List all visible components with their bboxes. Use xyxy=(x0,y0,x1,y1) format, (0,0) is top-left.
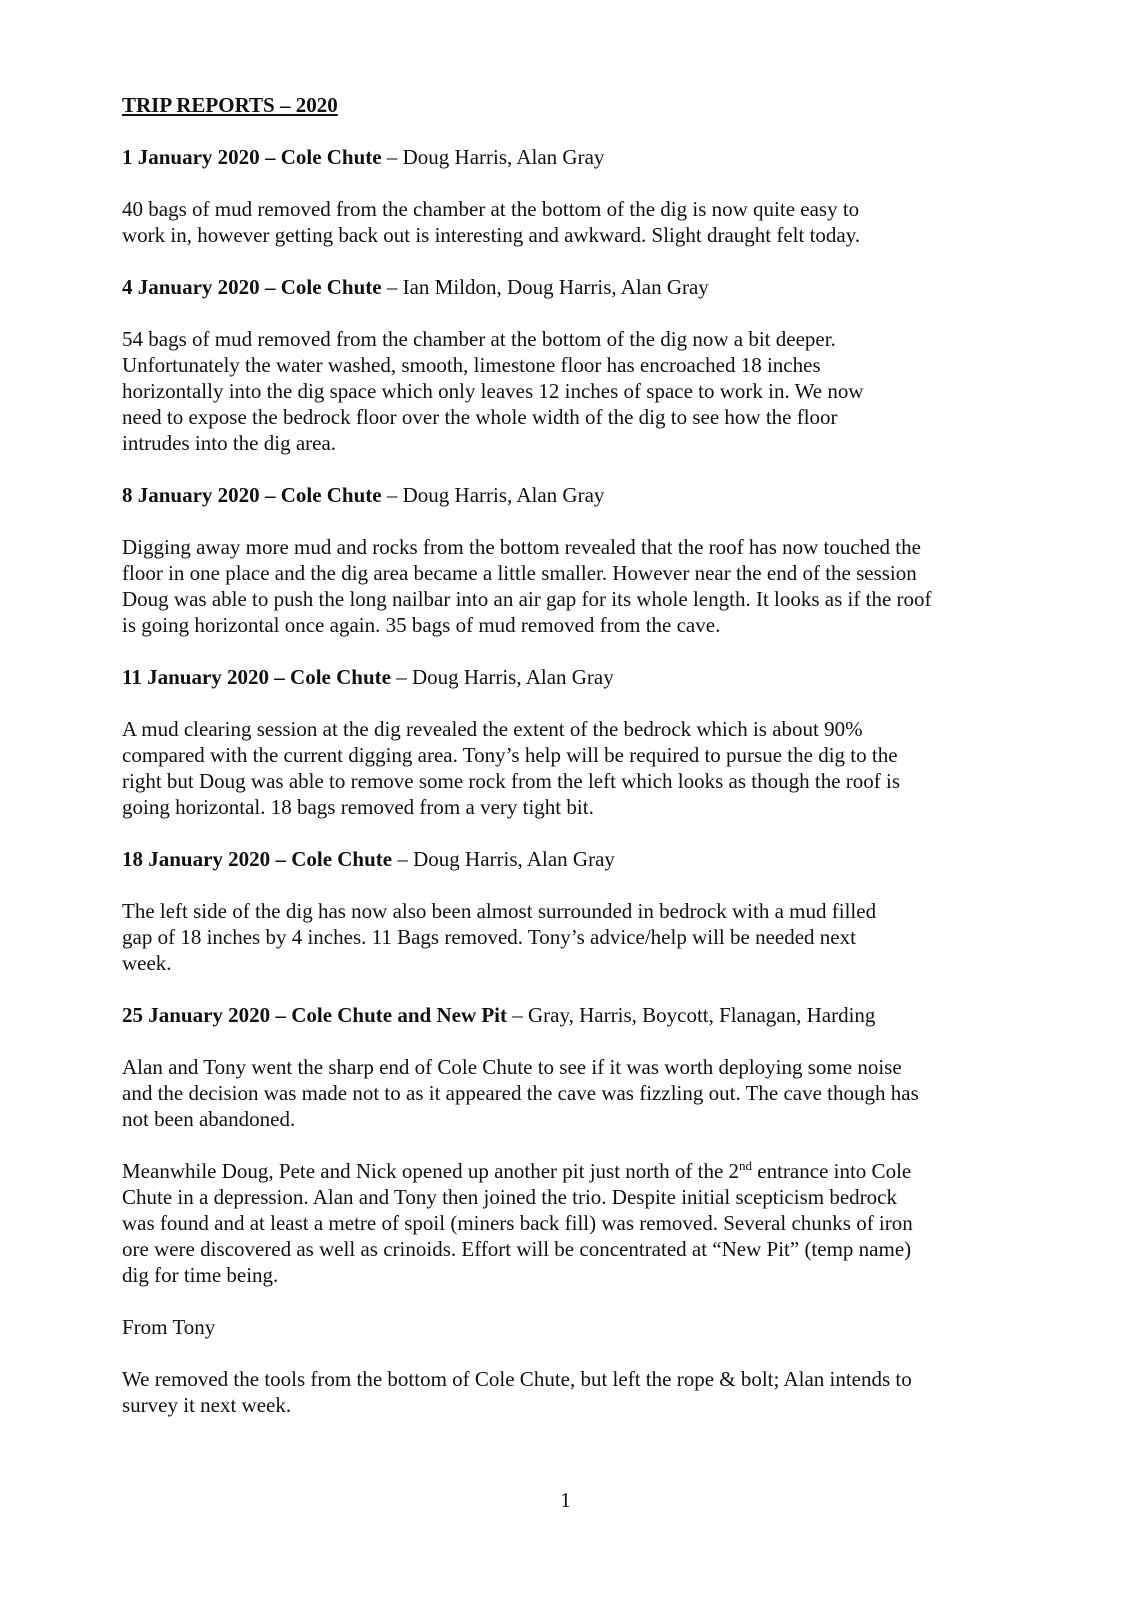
entry-date: 18 January 2020 xyxy=(122,847,271,871)
entry-participants: Doug Harris, Alan Gray xyxy=(413,847,615,871)
entry-location: Cole Chute xyxy=(291,847,393,871)
text-line: going horizontal. 18 bags removed from a very tight bit. xyxy=(122,795,594,819)
text-line: We removed the tools from the bottom of Cole Chute, but left the rope & bolt; Alan intends to xyxy=(122,1367,912,1391)
trip-entry xyxy=(122,664,1022,820)
entry-paragraph xyxy=(122,196,1022,248)
text-line: right but Doug was able to remove some rock from the left which looks as though the roof is xyxy=(122,769,901,793)
text-line: is going horizontal once again. 35 bags of mud removed from the cave. xyxy=(122,613,721,637)
entry-participants: Ian Mildon, Doug Harris, Alan Gray xyxy=(402,275,709,299)
entry-location: Cole Chute xyxy=(280,275,382,299)
entry-heading: 11 January 2020 – Cole Chute – Doug Harris, Alan Gray xyxy=(122,665,614,689)
text-line: The left side of the dig has now also been almost surrounded in bedrock with a mud filled xyxy=(122,899,877,923)
entry-location: Cole Chute and New Pit xyxy=(291,1003,508,1027)
entry-participants: Doug Harris, Alan Gray xyxy=(411,665,614,689)
entry-participants: Gray, Harris, Boycott, Flanagan, Harding xyxy=(528,1003,876,1027)
entry-heading: 4 January 2020 – Cole Chute – Ian Mildon, Doug Harris, Alan Gray xyxy=(122,275,709,299)
entry-location: Cole Chute xyxy=(280,145,382,169)
text-line: A mud clearing session at the dig revealed the extent of the bedrock which is about 90% xyxy=(122,717,863,741)
text-line: horizontally into the dig space which only leaves 12 inches of space to work in. We now xyxy=(122,379,864,403)
entry-paragraph xyxy=(122,716,1022,820)
text-line: Unfortunately the water washed, smooth, limestone floor has encroached 18 inches xyxy=(122,353,821,377)
ordinal-superscript: nd xyxy=(739,1158,753,1173)
text-line: was found and at least a metre of spoil (miners back fill) was removed. Several chunks of iron xyxy=(122,1211,913,1235)
text-line: and the decision was made not to as it appeared the cave was fizzling out. The cave though has xyxy=(122,1081,919,1105)
new-pit-paragraph xyxy=(122,1158,1022,1288)
text-line: ore were discovered as well as crinoids. Effort will be concentrated at “New Pit” (temp name) xyxy=(122,1237,912,1261)
entry-heading: 25 January 2020 – Cole Chute and New Pit – Gray, Harris, Boycott, Flanagan, Harding xyxy=(122,1003,876,1027)
entry-location: Cole Chute xyxy=(290,665,391,689)
entry-paragraph xyxy=(122,326,1022,456)
entry-paragraph xyxy=(122,898,1022,976)
entry-location: Cole Chute xyxy=(280,483,382,507)
text-line: not been abandoned. xyxy=(122,1107,296,1131)
text-line: gap of 18 inches by 4 inches. 11 Bags removed. Tony’s advice/help will be needed next xyxy=(122,925,856,949)
entry-heading: 8 January 2020 – Cole Chute – Doug Harris, Alan Gray xyxy=(122,483,605,507)
text-line: floor in one place and the dig area became a little smaller. However near the end of the session xyxy=(122,561,917,585)
text-line: Digging away more mud and rocks from the bottom revealed that the roof has now touched the xyxy=(122,535,921,559)
text-line: dig for time being. xyxy=(122,1263,279,1287)
text-line: 54 bags of mud removed from the chamber at the bottom of the dig now a bit deeper. xyxy=(122,327,836,351)
page-number: 1 xyxy=(560,1488,571,1512)
text-line: Chute in a depression. Alan and Tony then joined the trio. Despite initial scepticism bedrock xyxy=(122,1185,897,1209)
trip-entry xyxy=(122,1002,1022,1132)
text-line: survey it next week. xyxy=(122,1393,292,1417)
document-body xyxy=(122,92,1022,1444)
text-line: Doug was able to push the long nailbar into an air gap for its whole length. It looks as if the roof xyxy=(122,587,932,611)
entry-date: 25 January 2020 xyxy=(122,1003,271,1027)
entry-heading: 18 January 2020 – Cole Chute – Doug Harris, Alan Gray xyxy=(122,847,615,871)
closing-paragraph xyxy=(122,1366,1022,1418)
entry-date: 1 January 2020 xyxy=(122,145,260,169)
from-tony-label: From Tony xyxy=(122,1315,216,1339)
trip-entry xyxy=(122,846,1022,976)
entry-participants: Doug Harris, Alan Gray xyxy=(402,145,605,169)
entry-date: 4 January 2020 xyxy=(122,275,260,299)
text-line: 40 bags of mud removed from the chamber at the bottom of the dig is now quite easy to xyxy=(122,197,860,221)
trip-entry xyxy=(122,144,1022,248)
entry-paragraph xyxy=(122,534,1022,638)
entry-date: 11 January 2020 xyxy=(122,665,270,689)
entry-participants: Doug Harris, Alan Gray xyxy=(402,483,605,507)
entry-paragraph xyxy=(122,1054,1022,1132)
text-line: need to expose the bedrock floor over the whole width of the dig to see how the floor xyxy=(122,405,838,429)
entry-heading: 1 January 2020 – Cole Chute – Doug Harris, Alan Gray xyxy=(122,145,605,169)
trip-entry xyxy=(122,482,1022,638)
entry-date: 8 January 2020 xyxy=(122,483,260,507)
trip-entry xyxy=(122,274,1022,456)
document-title: TRIP REPORTS – 2020 xyxy=(122,93,338,117)
text-line: week. xyxy=(122,951,172,975)
text-line: Meanwhile Doug, Pete and Nick opened up another pit just north of the 2nd entrance into Cole xyxy=(122,1158,912,1183)
text-line: work in, however getting back out is interesting and awkward. Slight draught felt today. xyxy=(122,223,861,247)
text-line: Alan and Tony went the sharp end of Cole Chute to see if it was worth deploying some noise xyxy=(122,1055,902,1079)
text-line: intrudes into the dig area. xyxy=(122,431,337,455)
text-line: compared with the current digging area. Tony’s help will be required to pursue the dig to the xyxy=(122,743,898,767)
